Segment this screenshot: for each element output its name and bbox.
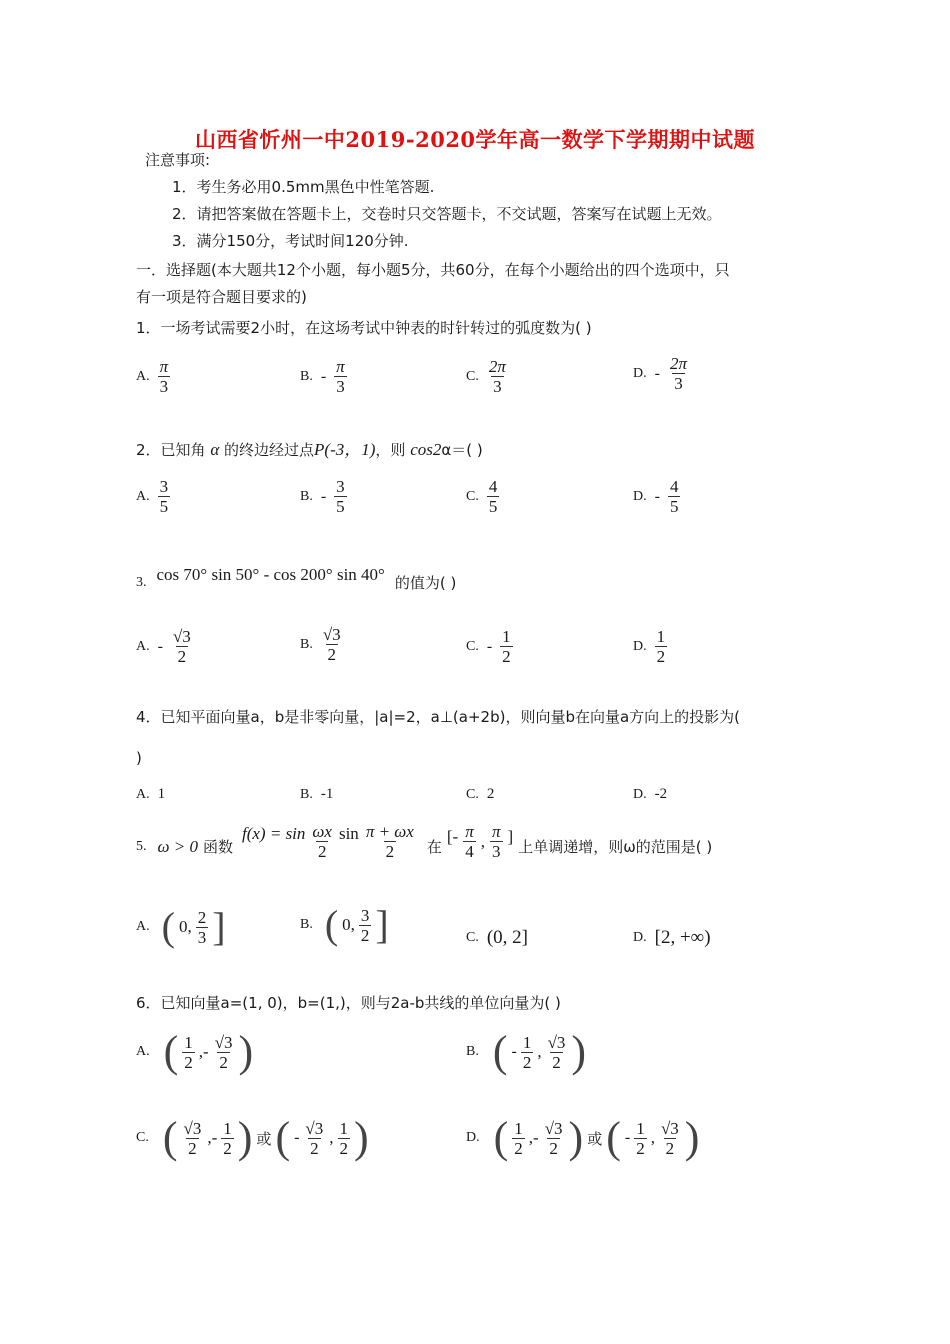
separator: , [329, 1128, 334, 1147]
option-value: 1 [157, 786, 166, 802]
paren-right: ) [684, 1113, 700, 1162]
separator: ,- [528, 1128, 539, 1147]
frac-num: √3 [305, 1118, 324, 1138]
frac-den: 2 [656, 647, 666, 666]
paren-right: ) [354, 1113, 369, 1162]
paren-right: ) [568, 1113, 584, 1162]
q4-option-d[interactable] [633, 786, 667, 803]
separator: , [537, 1042, 542, 1061]
option-label: A. [136, 1044, 150, 1059]
option-label: C. [466, 786, 479, 802]
page-title: 山西省忻州一中2019-2020学年高一数学下学期期中试题 [194, 127, 756, 152]
q2-text-a: 2．已知角 [136, 441, 211, 459]
paren-right: ) [238, 1027, 254, 1076]
paren-left: ( [163, 1027, 179, 1076]
q2-option-b[interactable] [300, 477, 347, 516]
minus-sign: - [157, 637, 163, 655]
fraction [359, 906, 372, 945]
frac-den: 2 [514, 1138, 523, 1158]
option-label: D. [466, 1130, 480, 1145]
frac-den: 2 [385, 842, 395, 861]
frac-den: 3 [492, 842, 501, 861]
separator: , [650, 1128, 655, 1147]
option-label: B. [300, 786, 313, 802]
fraction [463, 822, 476, 861]
paren-left: ( [324, 902, 339, 947]
q3-number: 3. [136, 574, 147, 590]
q1-option-b[interactable] [300, 357, 347, 396]
q2-option-a[interactable] [136, 477, 170, 516]
frac-den: 2 [360, 925, 370, 945]
option-label: A. [136, 638, 150, 654]
fraction [158, 357, 171, 396]
question-5-text [136, 822, 712, 861]
option-label: B. [300, 368, 313, 384]
paren-left: ( [162, 1113, 178, 1162]
q5-condition: ω > 0 [157, 836, 198, 856]
frac-den: 5 [159, 497, 169, 516]
q3-suffix: 的值为( ) [394, 574, 457, 592]
paren-left: ( [606, 1113, 621, 1162]
fraction [512, 1119, 525, 1158]
frac-den: 2 [552, 1052, 561, 1072]
paren-left: ( [161, 904, 175, 949]
bracket-right: ] [212, 904, 226, 949]
frac-num: √3 [322, 625, 341, 644]
point-p: P(-3，1) [314, 440, 376, 459]
frac-den: 2 [502, 647, 511, 666]
frac-num: π [159, 357, 169, 376]
frac-num: 2 [197, 907, 207, 927]
option-label: C. [466, 368, 479, 384]
option-label: B. [300, 917, 313, 932]
fraction [668, 354, 689, 393]
frac-den: 3 [197, 927, 207, 947]
frac-num: ωx [312, 822, 332, 841]
q4-option-a[interactable] [136, 786, 165, 803]
bracket-right: ] [375, 902, 389, 947]
cos-symbol: cos2 [410, 440, 442, 459]
comma: , [480, 831, 485, 851]
fraction [500, 627, 513, 666]
minus-sign: - [320, 487, 327, 505]
q5-suffix: 上单调递增，则ω的范围是( ) [518, 838, 713, 856]
fraction [334, 357, 347, 396]
q5-number: 5. [136, 838, 147, 854]
frac-num: 3 [336, 477, 345, 496]
minus-sign: - [486, 637, 493, 655]
fraction [655, 627, 668, 666]
q2-option-d[interactable] [633, 477, 680, 516]
q3-option-c[interactable] [466, 627, 513, 666]
q3-expression: cos 70° sin 50° - cos 200° sin 40° [156, 564, 385, 584]
frac-num: 2π [488, 357, 506, 376]
option-value: -2 [654, 786, 668, 802]
frac-den: 5 [336, 497, 345, 516]
q5-option-d[interactable] [633, 927, 711, 949]
option-label: D. [633, 365, 647, 381]
q3-option-a[interactable] [136, 627, 193, 666]
q5-fx: f(x) = sin [242, 823, 306, 843]
q2-text-d: α＝( ) [441, 441, 483, 459]
frac-den: 2 [184, 1052, 193, 1072]
option-label: B. [466, 1044, 479, 1059]
frac-den: 2 [665, 1138, 675, 1158]
or-word: 或 [256, 1129, 272, 1148]
option-label: B. [300, 488, 313, 504]
paren-right: ) [237, 1113, 253, 1162]
frac-den: 3 [159, 377, 169, 396]
question-4-line-2: ) [136, 749, 142, 767]
frac-num: 1 [339, 1118, 349, 1138]
frac-den: 2 [549, 1138, 558, 1158]
q4-option-b[interactable] [300, 786, 333, 803]
notice-item-1: 1．考生务必用0.5mm黑色中性笔答题. [172, 178, 435, 196]
fraction [490, 822, 503, 861]
frac-num: 1 [223, 1118, 232, 1138]
minus-sign: - [320, 367, 327, 385]
minus-sign: - [294, 1129, 300, 1146]
question-3-text [136, 564, 456, 593]
frac-num: π [336, 357, 345, 376]
frac-den: 2 [522, 1052, 532, 1072]
q6-option-c[interactable] [136, 1113, 369, 1162]
frac-den: 2 [327, 645, 337, 664]
q1-option-c[interactable] [466, 357, 508, 396]
q4-option-c[interactable] [466, 786, 494, 803]
frac-num: 1 [514, 1118, 523, 1138]
fraction [634, 1119, 647, 1158]
frac-num: π + ωx [365, 822, 414, 841]
q6-option-a[interactable] [136, 1027, 254, 1076]
frac-den: 3 [336, 377, 345, 396]
q5-option-b[interactable] [300, 902, 389, 947]
interval-start: 0, [342, 915, 355, 934]
q5-in-word: 在 [426, 838, 442, 856]
interval-start: 0, [178, 917, 192, 936]
frac-den: 2 [223, 1138, 232, 1158]
fraction [668, 477, 681, 516]
option-value: 2 [486, 786, 495, 802]
fraction [321, 625, 343, 664]
option-label: A. [136, 488, 150, 504]
question-2-text [136, 440, 483, 460]
fraction [487, 357, 508, 396]
frac-den: 2 [219, 1052, 228, 1072]
option-label: C. [466, 638, 479, 654]
frac-num: π [491, 822, 501, 841]
fraction [303, 1119, 325, 1158]
question-1-text: 1．一场考试需要2小时，在这场考试中钟表的时针转过的弧度数为( ) [136, 319, 592, 337]
q6-option-b[interactable] [466, 1027, 587, 1076]
q1-option-a[interactable] [136, 357, 170, 396]
q2-text-b: 的终边经过点 [219, 441, 315, 459]
frac-den: 2 [310, 1138, 319, 1158]
frac-num: √3 [172, 627, 191, 646]
frac-den: 3 [674, 374, 683, 393]
frac-den: 2 [339, 1138, 349, 1158]
minus-sign: - [511, 1043, 517, 1060]
frac-den: 4 [465, 842, 474, 861]
q5-interval-close: ] [507, 826, 514, 846]
q5-sin: sin [338, 823, 359, 843]
frac-den: 3 [493, 377, 502, 396]
alpha-symbol: α [210, 440, 220, 459]
frac-den: 2 [317, 842, 327, 861]
frac-num: 2π [669, 354, 687, 373]
frac-den: 5 [488, 497, 498, 516]
q6-option-d[interactable] [466, 1113, 700, 1162]
fraction [338, 1119, 351, 1158]
separator: ,- [207, 1128, 218, 1147]
q5-interval-open: [- [446, 826, 459, 846]
fraction [310, 822, 334, 861]
paren-left: ( [493, 1113, 509, 1162]
option-label: C. [136, 1130, 149, 1145]
frac-num: 3 [360, 905, 370, 925]
q5-option-c[interactable] [466, 927, 528, 949]
interval-text: (0, 2] [486, 927, 528, 948]
fraction [334, 477, 347, 516]
frac-num: 4 [488, 477, 498, 496]
frac-num: √3 [547, 1032, 566, 1052]
option-label: D. [633, 786, 647, 802]
q5-func-word: 函数 [202, 838, 233, 856]
section-header-line-1: 一．选择题(本大题共12个小题，每小题5分，共60分，在每个小题给出的四个选项中，只 [136, 261, 730, 279]
fraction [364, 822, 416, 861]
fraction [182, 1119, 204, 1158]
fraction [182, 1033, 195, 1072]
frac-num: √3 [183, 1118, 202, 1138]
interval-text: [2, +∞) [654, 927, 711, 948]
fraction [221, 1119, 234, 1158]
fraction [659, 1119, 681, 1158]
frac-den: 2 [636, 1138, 645, 1158]
option-label: A. [136, 368, 150, 384]
option-label: D. [633, 638, 647, 654]
frac-num: 4 [669, 477, 679, 496]
notice-item-3: 3．满分150分，考试时间120分钟. [172, 232, 409, 250]
separator: ,- [198, 1042, 209, 1061]
minus-sign: - [624, 1129, 631, 1146]
frac-num: 3 [159, 477, 169, 496]
option-label: D. [633, 488, 647, 504]
option-label: C. [466, 930, 479, 945]
q2-option-c[interactable] [466, 477, 499, 516]
notice-item-2: 2．请把答案做在答题卡上，交卷时只交答题卡，不交试题，答案写在试题上无效。 [172, 205, 722, 223]
fraction [543, 1119, 565, 1158]
question-6-text: 6．已知向量a=(1, 0)，b=(1,)，则与2a-b共线的单位向量为( ) [136, 994, 561, 1012]
frac-num: 1 [184, 1032, 193, 1052]
option-value: -1 [320, 786, 334, 802]
or-word: 或 [587, 1129, 603, 1148]
frac-num: √3 [214, 1032, 233, 1052]
fraction [158, 477, 171, 516]
minus-sign: - [654, 487, 660, 505]
option-label: C. [466, 488, 479, 504]
q3-option-d[interactable] [633, 627, 667, 666]
paren-left: ( [492, 1027, 508, 1076]
q5-option-a[interactable] [136, 904, 226, 949]
frac-num: √3 [660, 1118, 679, 1138]
paren-left: ( [275, 1113, 291, 1162]
fraction [213, 1033, 235, 1072]
paren-right: ) [571, 1027, 587, 1076]
option-label: B. [300, 636, 313, 652]
fraction [196, 908, 209, 947]
option-label: D. [633, 930, 647, 945]
frac-num: 1 [522, 1032, 532, 1052]
q3-option-b[interactable] [300, 625, 343, 664]
fraction [546, 1033, 568, 1072]
section-header-line-2: 有一项是符合题目要求的) [136, 288, 307, 306]
frac-num: 1 [636, 1118, 645, 1138]
option-label: A. [136, 919, 150, 934]
frac-den: 5 [669, 497, 679, 516]
fraction [487, 477, 500, 516]
notice-heading: 注意事项: [145, 151, 211, 169]
frac-num: √3 [544, 1118, 563, 1138]
option-label: A. [136, 786, 150, 802]
q1-option-d[interactable] [633, 354, 689, 393]
frac-den: 2 [188, 1138, 197, 1158]
frac-num: π [465, 822, 474, 841]
q2-text-c: ，则 [375, 441, 411, 459]
frac-num: 1 [502, 627, 511, 646]
fraction [521, 1033, 534, 1072]
fraction [171, 627, 193, 666]
minus-sign: - [654, 364, 660, 382]
frac-num: 1 [656, 627, 666, 646]
question-4-line-1: 4．已知平面向量a，b是非零向量，|a|=2，a⊥(a+2b)，则向量b在向量a方向上的投影为( [136, 708, 741, 726]
frac-den: 2 [177, 647, 187, 666]
